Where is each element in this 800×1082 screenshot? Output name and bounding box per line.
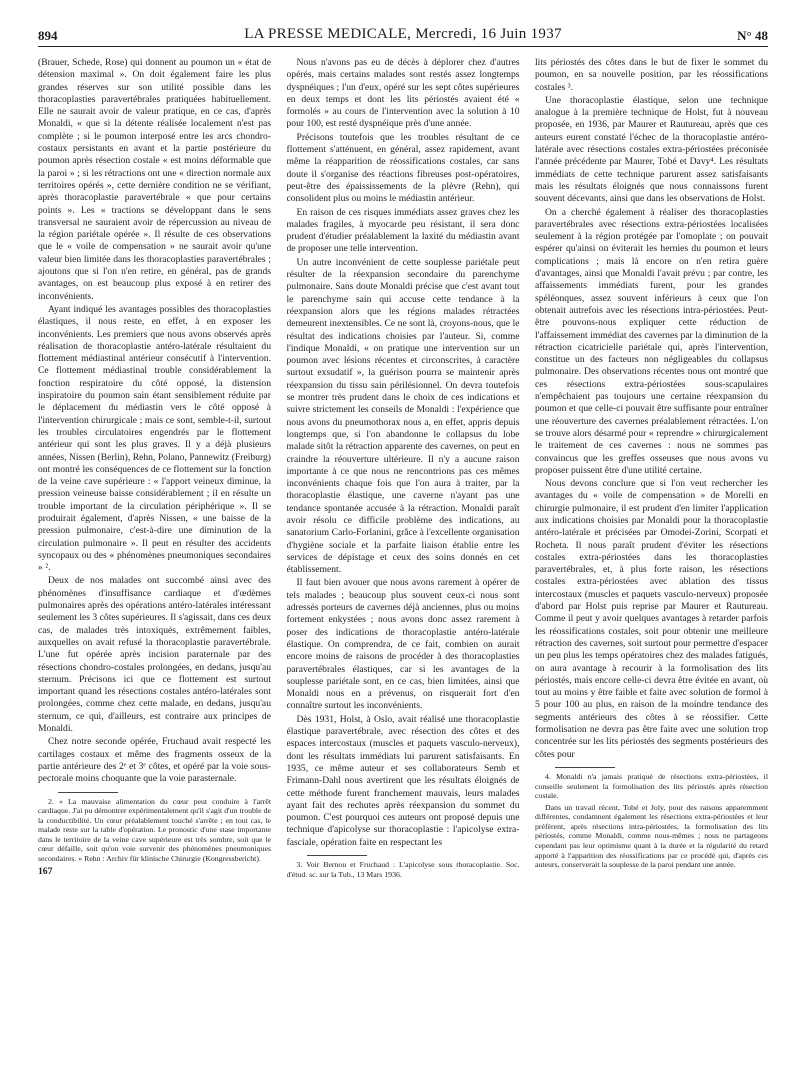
issue-number: N° 48 bbox=[737, 28, 768, 43]
footnotes bbox=[535, 772, 768, 870]
column-left bbox=[38, 57, 271, 1057]
journal-title: LA PRESSE MEDICALE, Mercredi, 16 Juin 1937 bbox=[244, 26, 562, 42]
paragraph: Dès 1931, Holst, à Oslo, avait réalisé une thoracoplastie élastique paravertébrale, avec résection des côtes et des espaces intercostaux (muscles et paquets vasculo-nerveux), dont les résultats immédiats lui parurent satisfaisants. En 1935, ce même auteur et ses collaborateurs Semb et Frimann-Dahl nous avertirent que les résultats éloignés de cette méthode furent franchement mauvais, leurs malades ayant fait des rechutes après réexpansion du sommet du poumon. C'est pourquoi ces auteurs ont proposé depuis une technique d'apicolyse sur thoracoplastie : l'apicolyse extra-fasciale, opération faite en respectant les bbox=[286, 713, 520, 848]
paragraph: Un autre inconvénient de cette souplesse pariétale peut résulter de la réexpansion secondaire du parenchyme pulmonaire. Sans doute Monaldi précise que c'est avant tout le parenchyme sain qui accuse cette tendance à la réexpansion alors que les régions malades rétractées demeurent inextensibles. Ce ne sont là, croyons-nous, que le résultat des indications choisies par l'auteur. Si, comme l'indique Monaldi, « on pratique une intervention sur un poumon avec lésions récentes et circonscrites, à caractère surtout exsudatif », la guérison pourra se maintenir après réexpansion du tissu sain périlésionnel. On devra toutefois se montrer très prudent dans le choix de ces indications et suivre strictement les conseils de Monaldi : l'expérience que nous avons du pneumothorax nous a, en effet, appris depuis longtemps que, si l'on abandonne le collapsus du lobe malade sitôt la rétraction apparente des cavernes, on peut en craindre la réouverture ultérieure. Il n'y a aucune raison importante à ce que nous ne rencontrions pas ces mêmes inconvénients chaque fois que l'on aura à traiter, par la thoracoplastie élastique, une caverne n'ayant pas une tendance spontanée accusée à la rétraction. Monaldi paraît avoir résolu ce difficile problème des indications, au sanatorium Carlo-Forlanini, grâce à l'excellente organisation d'hygiène sociale et la parfaite liaison établie entre les services de dépistage et ceux des soins donnés en cet établissement. bbox=[286, 256, 520, 576]
footnote-2: 2. « La mauvaise alimentation du cœur peut conduire à l'arrêt cardiaque. J'ai pu démontrer expérimentalement qu'il s'agit d'un trouble de la conductibilité. Un cœur préalablement touché s'arrête ; en tout cas, le malade reste sur la table d'opération. Le pronostic d'une stase importante dans le territoire de la veine cave supérieure est très sombre, soit que le cœur défaille, soit qu'on voie survenir des phénomènes pneumoniques secondaires. » Rehn : Archiv für klinische Chirurgie (Kongressbericht). bbox=[38, 796, 271, 864]
footnote-divider bbox=[307, 855, 367, 856]
paragraph: Deux de nos malades ont succombé ainsi avec des phénomènes d'insuffisance cardiaque et d'œdèmes pulmonaires après des opérations antéro-latérales intéressant seulement les 3 côtes supérieures. Il s'agissait, dans ces deux cas, de malades très intoxiqués, extrêmement faibles, auxquelles on avait refusé la thoracoplastie paravertébrale. L'une fut opérée après incision paraternale par des résections chondro-costales prolongées, en dedans, jusqu'au sternum. Précisons ici que ce flottement est surtout important quand les résections costales antéro-latérales sont prolongées, comme chez cette malade, en dedans, jusqu'au sternum, ce qui, d'ailleurs, est contraire aux principes de Monaldi. bbox=[38, 575, 271, 735]
footnotes bbox=[287, 860, 520, 879]
paragraph: Nous devons conclure que si l'on veut rechercher les avantages du « voile de compensation » de Morelli en chirurgie pulmonaire, il est prudent d'en limiter l'application aux indications choisies par Monaldi pour la thoracoplastie antéro-latérale et précisées par Omodei-Zorini, Scorpati et Rocheta. Il nous paraît prudent d'éviter les résections costales extra-périostées dans les thoracoplasties paravertébrales, et, à plus forte raison, les résections costales extra-périostées avec ablation des tissus intercostaux (muscles et paquets vasculo-nerveux) proposée d'abord par Holst puis reprise par Maurer et Rautureau. Comme il peut y avoir quelques avantages à retarder parfois les réossifications costales, soit pour obtenir une meilleure rétraction des cavernes, soit surtout pour permettre d'espacer un peu plus les temps opératoires chez des malades fatigués, on aura avantage à recourir à la formolisation des lits périostés, mais encore celle-ci devra être évitée en avant, où tout au moins y être faible et faite avec solution de formol à 5 pour 100 au plus, en raison de la moindre tendance des segments antérieurs des côtes à se réossifier. Cette formolisation ne devra pas être faite avec une solution trop concentrée sur les lits périostés des segments postérieurs des côtes pour bbox=[535, 478, 768, 760]
footnote-divider bbox=[58, 792, 118, 793]
folio-number: 167 bbox=[38, 865, 53, 877]
paragraph: Nous n'avons pas eu de décès à déplorer chez d'autres opérés, mais certains malades sont restés assez longtemps dyspnéiques ; l'un d'eux, opéré sur les sept côtes supérieures en deux temps et dont les lits périostés avaient été « formolés » au cours de l'intervention avec la solution à 10 pour 100, est resté dyspnéique près d'une année. bbox=[286, 57, 520, 130]
paragraph: En raison de ces risques immédiats assez graves chez les malades fragiles, à myocarde peu résistant, il sera donc prudent d'étudier préalablement la laxité du médiastin avant de proposer une telle intervention. bbox=[286, 206, 520, 255]
paragraph: Il faut bien avouer que nous avons rarement à opérer de tels malades ; beaucoup plus souvent ceux-ci nous sont adressés porteurs de cavernes déjà anciennes, plus ou moins fortement enkystées ; nous avons donc assez rarement à poser des indications de thoracoplastie antéro-latérale élastique. On comprendra, de ce fait, combien on aurait encore moins de raisons de procéder à des thoracoplasties paravertébrales élastiques, car si les avantages de la souplesse pariétale sont, en ce cas, bien limitées, ainsi que Monaldi nous en a prévenus, on risquerait fort d'en connaître surtout les inconvénients. bbox=[286, 577, 520, 712]
paragraph: (Brauer, Schede, Rose) qui donnent au poumon un « état de détension maximal ». On doit également faire les plus grandes réserves sur son utilité possible dans les thoracoplasties paravertébrales pratiquées habituellement. Elle ne saurait avoir de valeur pratique, en ce cas, d'après Monaldi, « que si la détente réalisée localement n'est pas complète ; si le poumon interposé entre les arcs chondro-costaux persistants en avant et la partie postérieure du poumon après résection costale « est moins déformable que la paroi » ; si les rétractions ont une « direction normale aux territoires opérés », cette dernière condition ne se vérifiant, après thoracoplastie paravertébrale « que pour certains points ». Les « tractions se développant dans le sens transversal ne sauraient avoir de répercussion au niveau de la région pariétale opérée ». Il résulte de ces observations que le « voile de compensation » ne saurait avoir qu'une valeur bien limitée dans les thoracoplasties paravertébrales ; ajoutons que si l'on n'en retire, en général, pas de grands avantages, on est beaucoup plus exposé à en retirer des inconvénients. bbox=[38, 57, 271, 302]
paragraph: Une thoracoplastie élastique, selon une technique analogue à la première technique de Holst, fut à nouveau proposée, en 1936, par Maurer et Rautureau, après que ces auteurs eurent constaté l'échec de la thoracoplastie antéro-latérale avec résections costales extra-périostées préconisée l'année précédente par Maurer, Tobé et Davy⁴. Les résultats immédiats de cette technique parurent assez satisfaisants mais les résultats éloignés que nous connaissons furent souvent décevants, ainsi que dans les observations de Holst. bbox=[535, 94, 768, 205]
paragraph: lits périostés des côtes dans le but de fixer le sommet du poumon, en sa nouvelle position, par les réossifications costales ³. bbox=[535, 57, 768, 93]
page-number: 894 bbox=[38, 28, 58, 43]
page bbox=[38, 26, 768, 1066]
column-middle bbox=[287, 57, 520, 1057]
footnote-4-continued: Dans un travail récent, Tobé et Joly, pour des raisons apparemment différentes, condamnent également les résections extra-périostées et leur préfèrent, après résections intra-périostées, la formolisation des lits périostés, comme Monaldi, comme nous-mêmes ; nous ne partageons cependant pas leur optimisme quant à la durée et la régularité du retard apporté à l'apparition des réossifications par ce procédé qui, d'après ces auteurs, conserverait la souplesse de la paroi pendant une année. bbox=[535, 802, 768, 870]
footnote-3: 3. Voir Bernou et Fruchaud : L'apicolyse sous thoracoplastie. Soc. d'étud. sc. sur la Tub., 13 Mars 1936. bbox=[286, 860, 520, 879]
footnote-divider bbox=[555, 767, 615, 768]
column-right bbox=[535, 57, 768, 1057]
paragraph: Ayant indiqué les avantages possibles des thoracoplasties élastiques, il nous reste, en effet, à en exposer les inconvénients. Les premiers que nous avons observés après réalisation de thoracoplastie antéro-latérale résultaient du flottement médiastinal antérieur consécutif à l'intervention. Ce flottement médiastinal trouble considérablement la fonction respiratoire du côté opposé, la distension inspiratoire du poumon sain étant sensiblement réduite par le déplacement du médiastin vers le côté opposé à l'intervention chirurgicale ; mais ce sont, semble-t-il, surtout les troubles circulatoires engendrés par le flottement antérieur qui sont les plus graves. Il y a déjà plusieurs années, Nissen (Berlin), Rehn, Polano, Pannewitz (Freiburg) ont montré les conséquences de ce flottement sur la fonction de la veine cave supérieure : « l'apport veineux diminue, la pression veineuse baisse considérablement ; il en résulte un trouble important de la circulation périphérique ». Il se produirait également, d'après Nissen, « une baisse de la pression pulmonaire, c'est-à-dire une diminution de la circulation pulmonaire ». Il peut en résulter des accidents syncopaux ou des « phénomènes pneumoniques secondaires » ². bbox=[38, 303, 271, 574]
text-columns bbox=[38, 57, 768, 1057]
footnote-4: 4. Monaldi n'a jamais pratiqué de résections extra-périostées, il conseille seulement la formolisation des lits périostés après résection costale. bbox=[535, 771, 768, 801]
paragraph: Précisons toutefois que les troubles résultant de ce flottement s'atténuent, en général, assez rapidement, avant même la réapparition de réossifications costales, car sans doute il s'organise des réactions fibreuses post-opératoires, peut-être des épaississements de la plèvre (Rehn), qui consolident plus ou moins le médiastin antérieur. bbox=[286, 131, 520, 205]
page-header bbox=[38, 26, 768, 47]
footnotes bbox=[38, 797, 271, 864]
paragraph: Chez notre seconde opérée, Fruchaud avait respecté les cartilages costaux et même des fragments osseux de la partie antérieure des 2ᵉ et 3ᵉ côtes, et opéré par la voie sous-pectorale moins choquante que la voie parasternale. bbox=[38, 736, 271, 785]
paragraph: On a cherché également à réaliser des thoracoplasties paravertébrales avec résections extra-périostées localisées seulement à la région protégée par l'omoplate ; on pouvait espérer qu'ainsi on éviterait les hernies du poumon et leurs complications ; mais là encore on n'en retira guère d'avantages, ainsi que Monaldi l'avait prévu ; par contre, les affaissements immédiats furent, pour les grandes spéléonques, assez souvent inférieurs à ceux que l'on obtenait autrefois avec les résections intra-périostées. Peut-être pouvons-nous expliquer cette réduction de l'affaissement immédiat des cavernes par la diminution de la rétraction cicatricielle pariétale qui, après l'intervention, constitue un des facteurs non négligeables du collapsus pulmonaire. Des observations récentes nous ont montré que ces résections extra-périostées sous-scapulaires n'empêchaient pas toujours une certaine réexpansion du poumon et que celle-ci pouvait être suffisante pour entraîner une réouverture des cavernes préalablement rétractées. L'on se trouve alors désarmé pour « reprendre » chirurgicalement le traitement de ces cavernes : nous ne sommes pas convaincus que les greffes osseuses que nous avons vu proposer puissent être d'une utilité certaine. bbox=[535, 206, 768, 476]
